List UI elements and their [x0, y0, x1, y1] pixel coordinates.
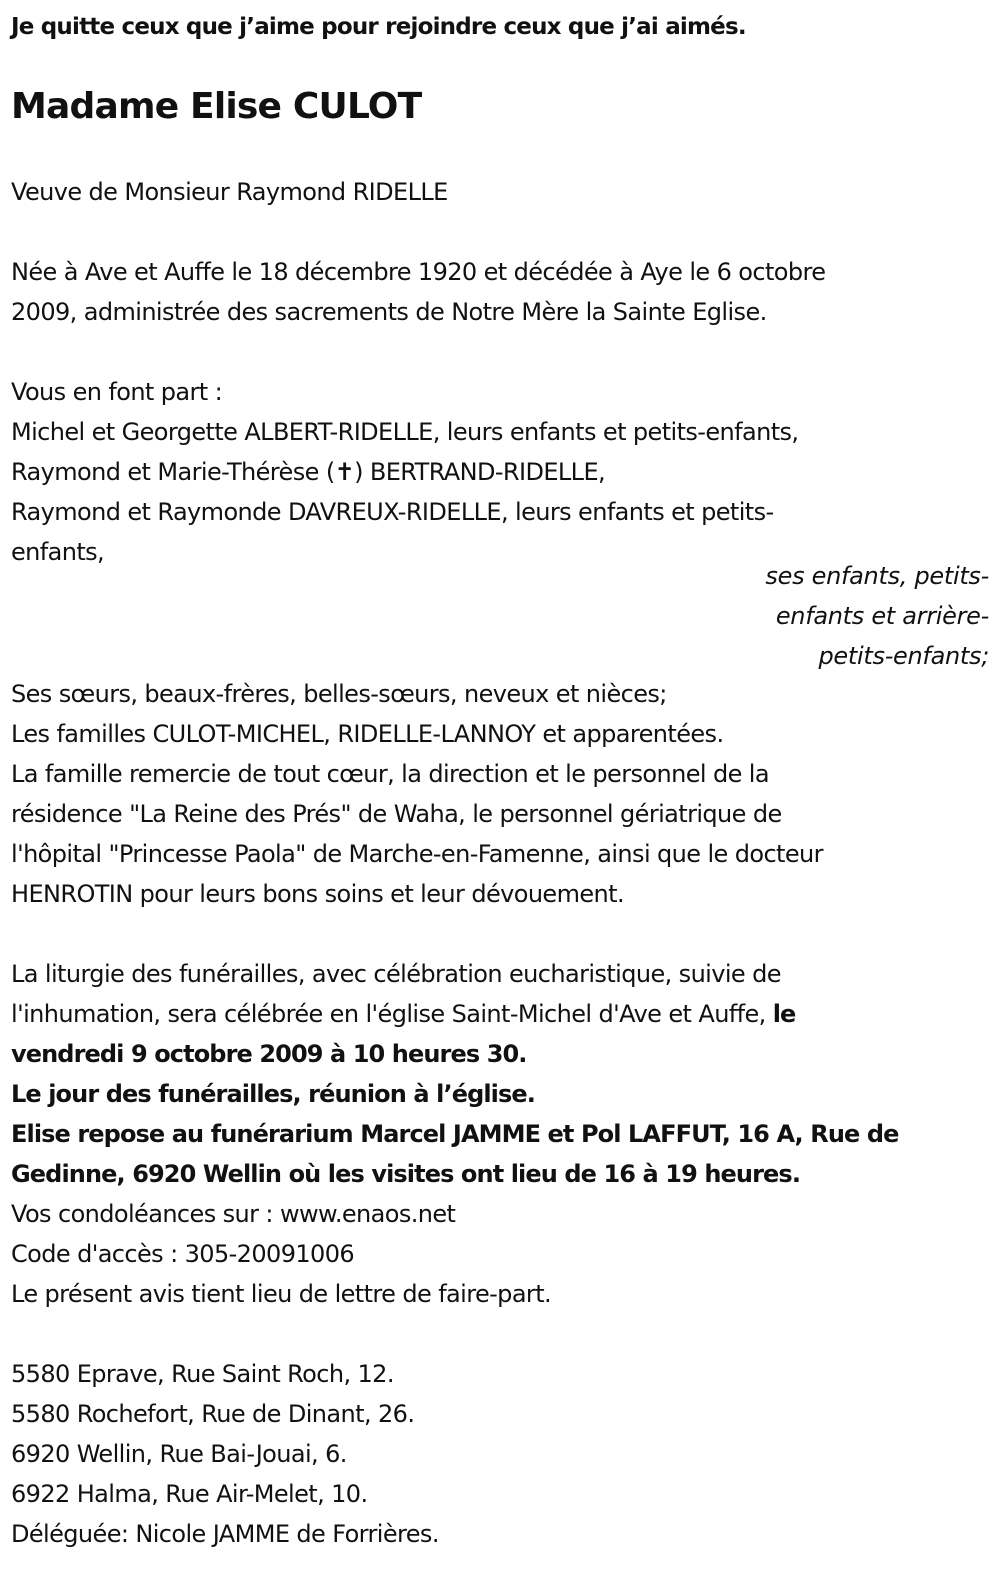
birth-death-line-1: Née à Ave et Auffe le 18 décembre 1920 et décédée à Aye le 6 octobre	[11, 258, 826, 286]
birth-death-line-2: 2009, administrée des sacrements de Notre Mère la Sainte Eglise.	[11, 298, 767, 326]
descendants-line: ses enfants, petits-	[765, 562, 989, 590]
access-code-line: Code d'accès : 305-20091006	[11, 1240, 355, 1268]
address-line: 6922 Halma, Rue Air-Melet, 10.	[11, 1480, 368, 1508]
family-line: Raymond et Raymonde DAVREUX-RIDELLE, leurs enfants et petits-	[11, 498, 774, 526]
deceased-name-title: Madame Elise CULOT	[11, 86, 422, 127]
family-line: Michel et Georgette ALBERT-RIDELLE, leurs enfants et petits-enfants,	[11, 418, 799, 446]
announcement-intro: Vous en font part :	[11, 378, 223, 406]
notice-statement: Le présent avis tient lieu de lettre de faire-part.	[11, 1280, 552, 1308]
funeral-line-2	[11, 994, 795, 1034]
relatives-line: Ses sœurs, beaux-frères, belles-sœurs, neveux et nièces;	[11, 680, 667, 708]
funeral-home-line-1: Elise repose au funérarium Marcel JAMME et Pol LAFFUT, 16 A, Rue de	[11, 1120, 899, 1148]
widow-of-line: Veuve de Monsieur Raymond RIDELLE	[11, 178, 448, 206]
family-line: Raymond et Marie-Thérèse (✝) BERTRAND-RIDELLE,	[11, 458, 606, 486]
thanks-line: HENROTIN pour leurs bons soins et leur dévouement.	[11, 880, 624, 908]
epigraph: Je quitte ceux que j’aime pour rejoindre ceux que j’ai aimés.	[11, 14, 746, 40]
funeral-line-1: La liturgie des funérailles, avec célébration eucharistique, suivie de	[11, 960, 781, 988]
delegate-line: Déléguée: Nicole JAMME de Forrières.	[11, 1520, 439, 1548]
address-line: 5580 Eprave, Rue Saint Roch, 12.	[11, 1360, 394, 1388]
descendants-line: enfants et arrière-	[775, 602, 989, 630]
condolences-line: Vos condoléances sur : www.enaos.net	[11, 1200, 456, 1228]
address-line: 5580 Rochefort, Rue de Dinant, 26.	[11, 1400, 415, 1428]
thanks-line: l'hôpital "Princesse Paola" de Marche-en-Famenne, ainsi que le docteur	[11, 840, 823, 868]
funeral-line-2-regular: l'inhumation, sera célébrée en l'église Saint-Michel d'Ave et Auffe,	[11, 1000, 773, 1028]
descendants-line: petits-enfants;	[818, 642, 989, 670]
funeral-home-line-2: Gedinne, 6920 Wellin où les visites ont lieu de 16 à 19 heures.	[11, 1160, 801, 1188]
funeral-meeting: Le jour des funérailles, réunion à l’église.	[11, 1080, 535, 1108]
family-line: enfants,	[11, 538, 105, 566]
thanks-line: résidence "La Reine des Prés" de Waha, le personnel gériatrique de	[11, 800, 782, 828]
thanks-line: La famille remercie de tout cœur, la direction et le personnel de la	[11, 760, 769, 788]
funeral-line-2-bold: le	[772, 1000, 796, 1028]
relatives-line: Les familles CULOT-MICHEL, RIDELLE-LANNOY et apparentées.	[11, 720, 724, 748]
address-line: 6920 Wellin, Rue Bai-Jouai, 6.	[11, 1440, 347, 1468]
funeral-date-time: vendredi 9 octobre 2009 à 10 heures 30.	[11, 1040, 527, 1068]
